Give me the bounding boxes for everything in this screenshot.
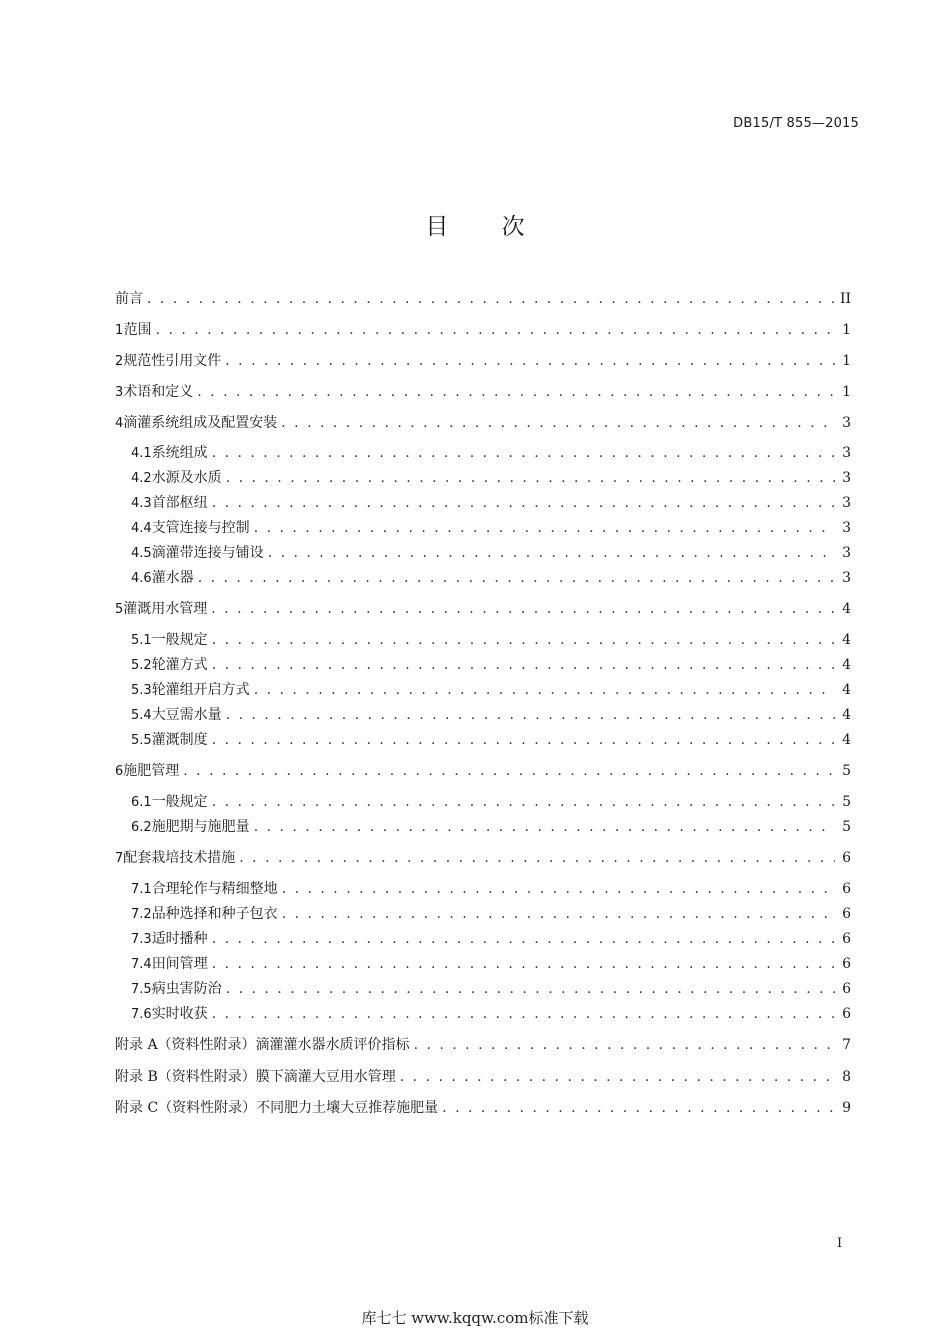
toc-entry-number: 4.3: [131, 496, 152, 511]
toc-entry-label: 水源及水质: [151, 470, 222, 486]
toc-entry-label: 规范性引用文件: [123, 353, 222, 369]
toc-entry-number: 4.4: [131, 521, 152, 536]
toc-entry-page: 6: [842, 906, 851, 922]
toc-entry-number: 3: [115, 385, 124, 400]
toc-subentry[interactable]: [115, 518, 851, 538]
toc-entry-label: 灌溉用水管理: [123, 601, 208, 617]
toc-entry-label: 施肥管理: [123, 763, 180, 779]
toc-entry-number: 6: [115, 764, 124, 779]
toc-entry-label: 灌水器: [151, 570, 194, 586]
toc-subentry[interactable]: [115, 904, 851, 924]
toc-subentry[interactable]: [115, 443, 851, 463]
toc-leader: [400, 1067, 835, 1087]
toc-entry-label: 轮灌方式: [151, 657, 208, 673]
toc-entry-number: 6.1: [131, 795, 152, 810]
toc-entry-page: 3: [842, 495, 851, 511]
toc-entry-page: II: [839, 291, 851, 307]
toc-leader: [147, 289, 835, 309]
toc-leader: [212, 493, 835, 513]
toc-subentry[interactable]: [115, 954, 851, 974]
toc-entry-number: 5.2: [131, 658, 152, 673]
toc-entry-label: 施肥期与施肥量: [151, 819, 250, 835]
toc-subentry[interactable]: [115, 705, 851, 725]
toc-leader: [198, 568, 835, 588]
toc-entry[interactable]: [115, 413, 851, 433]
toc-leader: [225, 351, 835, 371]
toc-entry-label: 合理轮作与精细整地: [151, 881, 278, 897]
toc-entry-page: 1: [842, 353, 851, 369]
toc-entry-label: 轮灌组开启方式: [151, 682, 250, 698]
toc-entry-number: 7.5: [131, 982, 152, 997]
toc-subentry[interactable]: [115, 817, 851, 837]
toc-entry-number: 7.4: [131, 957, 152, 972]
toc-entry-page: 3: [842, 445, 851, 461]
toc-entry-page: 4: [842, 682, 851, 698]
toc-entry[interactable]: [115, 320, 851, 340]
toc-entry-label: 实时收获: [151, 1006, 208, 1022]
toc-leader: [281, 413, 835, 433]
toc-entry-page: 5: [842, 794, 851, 810]
toc-entry-page: 6: [842, 981, 851, 997]
toc-entry-page: 6: [842, 1006, 851, 1022]
toc-entry-number: 2: [115, 354, 124, 369]
toc-entry-page: 8: [842, 1069, 851, 1085]
toc-subentry[interactable]: [115, 468, 851, 488]
toc-entry-number: 5: [115, 602, 124, 617]
toc-entry-foreword[interactable]: [115, 289, 851, 309]
toc-entry-page: 1: [842, 322, 851, 338]
toc-entry-page: 3: [842, 470, 851, 486]
toc-subentry[interactable]: [115, 630, 851, 650]
toc-leader: [239, 848, 835, 868]
toc-entry-label: 一般规定: [151, 794, 208, 810]
toc-entry-page: 1: [842, 384, 851, 400]
toc-entry[interactable]: [115, 382, 851, 402]
toc-entry-number: 4.1: [131, 446, 152, 461]
toc-entry-label: 适时播种: [151, 931, 208, 947]
toc-entry-number: 6.2: [131, 820, 152, 835]
toc-leader: [254, 680, 835, 700]
toc-entry-number: 4.5: [131, 546, 152, 561]
toc-entry-label: 配套栽培技术措施: [123, 850, 236, 866]
toc-leader: [212, 730, 835, 750]
toc-entry-page: 9: [842, 1100, 851, 1116]
toc-entry-number: 7.6: [131, 1007, 152, 1022]
toc-entry-page: 3: [842, 545, 851, 561]
toc-entry-number: 5.3: [131, 683, 152, 698]
toc-entry-label: 膜下滴灌大豆用水管理: [255, 1069, 396, 1085]
toc-entry-number: 1: [115, 323, 124, 338]
toc-entry-number: 4.2: [131, 471, 152, 486]
toc-entry-label: 品种选择和种子包衣: [151, 906, 278, 922]
toc-subentry[interactable]: [115, 543, 851, 563]
page-number: I: [837, 1236, 843, 1251]
toc-entry-page: 4: [842, 732, 851, 748]
toc-entry-number: 5.1: [131, 633, 152, 648]
toc-entry-label: 系统组成: [151, 445, 208, 461]
toc-entry-label: 滴灌灌水器水质评价指标: [255, 1037, 410, 1053]
toc-entry-number: 4: [115, 416, 124, 431]
watermark-link[interactable]: 库七七 www.kqqw.com标准下载: [361, 1309, 589, 1327]
toc-leader: [442, 1098, 835, 1118]
toc-subentry[interactable]: [115, 979, 851, 999]
page-title: 目 次: [425, 214, 525, 240]
toc-subentry[interactable]: [115, 655, 851, 675]
toc-entry-label: 大豆需水量: [151, 707, 222, 723]
toc-entry-label: 前言: [115, 291, 143, 307]
toc-entry-label: 灌溉制度: [151, 732, 208, 748]
toc-entry-page: 6: [842, 850, 851, 866]
toc-leader: [212, 655, 835, 675]
toc-entry-number: 7.2: [131, 907, 152, 922]
toc-subentry[interactable]: [115, 730, 851, 750]
toc-entry[interactable]: [115, 761, 851, 781]
toc-leader: [211, 599, 835, 619]
toc-entry[interactable]: [115, 848, 851, 868]
toc-entry-label: 不同肥力土壤大豆推荐施肥量: [256, 1100, 439, 1116]
toc-entry-label: 首部枢纽: [151, 495, 208, 511]
toc-entry-number: 4.6: [131, 571, 152, 586]
toc-entry-page: 3: [842, 520, 851, 536]
toc-appendix-number: 附录 A（资料性附录）: [115, 1037, 256, 1053]
toc-leader: [254, 518, 835, 538]
toc-entry-label: 一般规定: [151, 632, 208, 648]
toc-entry-page: 5: [842, 819, 851, 835]
toc-leader: [268, 543, 835, 563]
toc-subentry[interactable]: [115, 1004, 851, 1024]
toc-leader: [212, 954, 835, 974]
toc-entry[interactable]: [115, 599, 851, 619]
toc-appendix-number: 附录 B（资料性附录）: [115, 1069, 256, 1085]
toc-subentry[interactable]: [115, 879, 851, 899]
toc-entry-number: 7.1: [131, 882, 152, 897]
toc-entry-page: 3: [842, 415, 851, 431]
toc-entry-label: 范围: [123, 322, 152, 338]
toc-entry-label: 滴灌系统组成及配置安装: [123, 415, 278, 431]
toc-appendix-a[interactable]: [115, 1035, 851, 1055]
toc-entry-label: 支管连接与控制: [151, 520, 250, 536]
toc-entry-number: 5.5: [131, 733, 152, 748]
toc-leader: [212, 929, 835, 949]
toc-leader: [197, 382, 835, 402]
toc-leader: [183, 761, 835, 781]
toc-entry-number: 7.3: [131, 932, 152, 947]
toc-leader: [156, 320, 835, 340]
toc-entry-label: 田间管理: [151, 956, 208, 972]
toc-appendix-number: 附录 C（资料性附录）: [115, 1100, 257, 1116]
toc-entry-page: 4: [842, 601, 851, 617]
toc-leader: [212, 792, 835, 812]
toc-entry-label: 滴灌带连接与铺设: [151, 545, 264, 561]
toc-entry-page: 7: [842, 1037, 851, 1053]
toc-leader: [414, 1035, 835, 1055]
toc-entry-page: 6: [842, 956, 851, 972]
toc-appendix-b[interactable]: [115, 1067, 851, 1087]
toc-entry-page: 6: [842, 881, 851, 897]
toc-subentry[interactable]: [115, 568, 851, 588]
toc-subentry[interactable]: [115, 792, 851, 812]
toc-leader: [282, 879, 835, 899]
toc-entry[interactable]: [115, 351, 851, 371]
toc-entry-page: 5: [842, 763, 851, 779]
toc-subentry[interactable]: [115, 493, 851, 513]
toc-entry-page: 3: [842, 570, 851, 586]
toc-leader: [212, 443, 835, 463]
toc-leader: [254, 817, 835, 837]
toc-leader: [212, 1004, 835, 1024]
toc-subentry[interactable]: [115, 929, 851, 949]
toc-entry-number: 7: [115, 851, 124, 866]
toc-entry-label: 术语和定义: [123, 384, 194, 400]
toc-entry-page: 4: [842, 657, 851, 673]
toc-appendix-c[interactable]: [115, 1098, 851, 1118]
toc-leader: [282, 904, 835, 924]
toc-entry-page: 4: [842, 632, 851, 648]
toc-leader: [226, 468, 835, 488]
toc-leader: [212, 630, 835, 650]
toc-entry-page: 4: [842, 707, 851, 723]
toc-leader: [226, 979, 835, 999]
toc-entry-label: 病虫害防治: [151, 981, 222, 997]
toc-subentry[interactable]: [115, 680, 851, 700]
toc-entry-number: 5.4: [131, 708, 152, 723]
standard-code: DB15/T 855—2015: [733, 116, 859, 131]
toc-entry-page: 6: [842, 931, 851, 947]
toc-leader: [226, 705, 835, 725]
